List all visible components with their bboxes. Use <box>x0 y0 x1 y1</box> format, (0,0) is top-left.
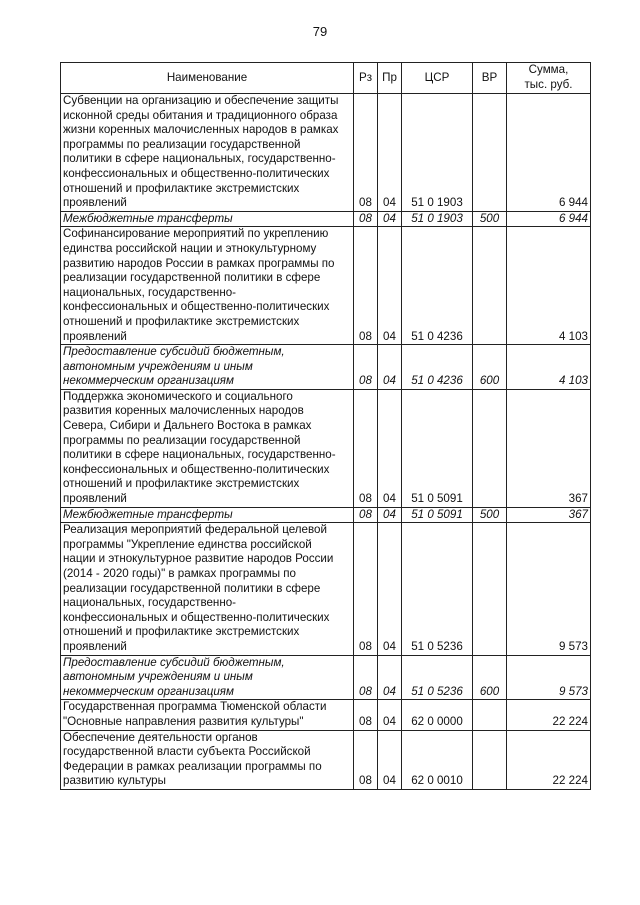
cell-name: Обеспечение деятельности органов государственной власти субъекта Российской Федерации в рамках реализации программы по развитию культуры <box>61 730 354 789</box>
cell-sum: 22 224 <box>507 730 591 789</box>
cell-vr <box>473 389 507 507</box>
cell-csr: 51 0 1903 <box>402 94 473 212</box>
cell-name: Софинансирование мероприятий по укреплению единства российской нации и этнокультурному развитию народов России в рамках программы по реализации государственной политики в сфере национальных, государственно- конфессиональных и общественно-политических отношений и профилактике экстремистских проявлений <box>61 227 354 345</box>
cell-vr: 500 <box>473 211 507 227</box>
cell-vr: 600 <box>473 345 507 390</box>
cell-sum: 6 944 <box>507 211 591 227</box>
cell-pr: 04 <box>378 507 402 523</box>
cell-csr: 51 0 5091 <box>402 507 473 523</box>
cell-pr: 04 <box>378 389 402 507</box>
cell-sum: 22 224 <box>507 700 591 730</box>
cell-csr: 51 0 5236 <box>402 523 473 655</box>
cell-name: Межбюджетные трансферты <box>61 211 354 227</box>
header-pr: Пр <box>378 63 402 94</box>
cell-name: Поддержка экономического и социального развития коренных малочисленных народов Севера, Сибири и Дальнего Востока в рамках программы по реализации государственной политики в сфере национальных, государственно- конфессиональных и общественно-политических отношений и профилактике экстремистских проявлений <box>61 389 354 507</box>
header-csr: ЦСР <box>402 63 473 94</box>
cell-pr: 04 <box>378 94 402 212</box>
table-row <box>61 700 591 730</box>
table-row <box>61 730 591 789</box>
cell-csr: 51 0 4236 <box>402 345 473 390</box>
table-row <box>61 345 591 390</box>
header-vr: ВР <box>473 63 507 94</box>
cell-rz: 08 <box>354 700 378 730</box>
cell-vr: 500 <box>473 507 507 523</box>
cell-vr <box>473 523 507 655</box>
cell-vr: 600 <box>473 655 507 700</box>
cell-csr: 51 0 1903 <box>402 211 473 227</box>
table-body <box>61 94 591 790</box>
cell-sum: 9 573 <box>507 523 591 655</box>
cell-pr: 04 <box>378 345 402 390</box>
cell-rz: 08 <box>354 507 378 523</box>
cell-name: Предоставление субсидий бюджетным, автономным учреждениям и иным некоммерческим организациям <box>61 345 354 390</box>
cell-csr: 62 0 0000 <box>402 700 473 730</box>
cell-pr: 04 <box>378 700 402 730</box>
table-row <box>61 227 591 345</box>
cell-rz: 08 <box>354 345 378 390</box>
cell-name: Субвенции на организацию и обеспечение защиты исконной среды обитания и традиционного образа жизни коренных малочисленных народов в рамках программы по реализации государственной политики в сфере национальных, государственно- конфессиональных и общественно-политических отношений и профилактике экстремистских проявлений <box>61 94 354 212</box>
cell-sum: 367 <box>507 507 591 523</box>
cell-csr: 62 0 0010 <box>402 730 473 789</box>
cell-sum: 4 103 <box>507 227 591 345</box>
cell-pr: 04 <box>378 211 402 227</box>
cell-csr: 51 0 5091 <box>402 389 473 507</box>
cell-pr: 04 <box>378 227 402 345</box>
cell-name: Предоставление субсидий бюджетным, автономным учреждениям и иным некоммерческим организациям <box>61 655 354 700</box>
cell-name: Реализация мероприятий федеральной целевой программы "Укрепление единства российской нации и этнокультурное развитие народов России (2014 - 2020 годы)" в рамках программы по реализации государственной политики в сфере национальных, государственно- конфессиональных и общественно-политических отношений и профилактике экстремистских проявлений <box>61 523 354 655</box>
budget-table <box>60 62 591 790</box>
cell-vr <box>473 730 507 789</box>
cell-name: Межбюджетные трансферты <box>61 507 354 523</box>
cell-vr <box>473 700 507 730</box>
table-row <box>61 523 591 655</box>
cell-vr <box>473 94 507 212</box>
cell-rz: 08 <box>354 227 378 345</box>
header-name: Наименование <box>61 63 354 94</box>
cell-pr: 04 <box>378 730 402 789</box>
cell-sum: 6 944 <box>507 94 591 212</box>
cell-rz: 08 <box>354 523 378 655</box>
header-rz: Рз <box>354 63 378 94</box>
table-row <box>61 655 591 700</box>
table-row <box>61 211 591 227</box>
cell-vr <box>473 227 507 345</box>
table-header-row <box>61 63 591 94</box>
table-row <box>61 94 591 212</box>
table-row <box>61 389 591 507</box>
cell-csr: 51 0 4236 <box>402 227 473 345</box>
cell-csr: 51 0 5236 <box>402 655 473 700</box>
header-sum: Сумма, тыс. руб. <box>507 63 591 94</box>
cell-pr: 04 <box>378 655 402 700</box>
cell-rz: 08 <box>354 94 378 212</box>
table-row <box>61 507 591 523</box>
page-number: 79 <box>312 24 328 39</box>
cell-rz: 08 <box>354 730 378 789</box>
cell-rz: 08 <box>354 389 378 507</box>
cell-pr: 04 <box>378 523 402 655</box>
cell-name: Государственная программа Тюменской области "Основные направления развития культуры" <box>61 700 354 730</box>
cell-sum: 367 <box>507 389 591 507</box>
cell-rz: 08 <box>354 655 378 700</box>
cell-rz: 08 <box>354 211 378 227</box>
cell-sum: 4 103 <box>507 345 591 390</box>
cell-sum: 9 573 <box>507 655 591 700</box>
